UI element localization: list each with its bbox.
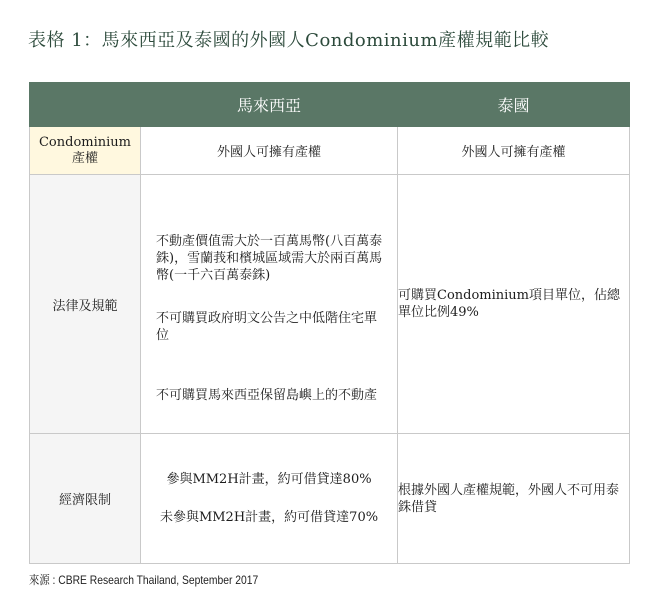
table-header-row <box>30 83 630 127</box>
economy-malaysia-mm2h: 參與MM2H計畫，約可借貸達80% <box>166 472 372 487</box>
economy-malaysia-non-mm2h: 未參與MM2H計畫，約可借貸達70% <box>159 510 379 525</box>
row-label-ownership <box>30 127 141 175</box>
table-row-law <box>30 175 630 434</box>
law-thailand-cell: 可購買Condominium項目單位，佔總單位比例49% <box>398 175 630 434</box>
law-malaysia-rule-housing: 不可購買政府明文公告之中低階住宅單位 <box>156 310 378 343</box>
table-title: 表格 1：馬來西亞及泰國的外國人Condominium產權規範比較 <box>28 30 550 51</box>
law-malaysia-cell <box>141 175 398 434</box>
row-label-ownership-line2: 產權 <box>71 150 98 166</box>
header-malaysia: 馬來西亞 <box>141 83 398 127</box>
comparison-table <box>29 82 630 564</box>
law-malaysia-rule-islands: 不可購買馬來西亞保留島嶼上的不動產 <box>156 387 378 403</box>
table-row-ownership <box>30 127 630 175</box>
economy-thailand-cell: 根據外國人產權規範，外國人不可用泰銖借貸 <box>398 434 630 564</box>
law-malaysia-rule-value: 不動產價值需大於一百萬馬幣(八百萬泰銖)，雪蘭莪和檳城區域需大於兩百萬馬幣(一千六百萬泰銖) <box>156 233 383 283</box>
row-label-law: 法律及規範 <box>30 175 141 434</box>
header-thailand: 泰國 <box>398 83 630 127</box>
row-label-economy: 經濟限制 <box>30 434 141 564</box>
header-blank-cell <box>30 83 141 127</box>
source-note: 來源 : CBRE Research Thailand, September 2017 <box>29 573 259 587</box>
table-row-economy <box>30 434 630 564</box>
ownership-thailand-cell: 外國人可擁有產權 <box>398 127 630 175</box>
ownership-malaysia-cell: 外國人可擁有產權 <box>141 127 398 175</box>
economy-malaysia-cell <box>141 434 398 564</box>
row-label-ownership-line1: Condominium <box>38 134 131 150</box>
